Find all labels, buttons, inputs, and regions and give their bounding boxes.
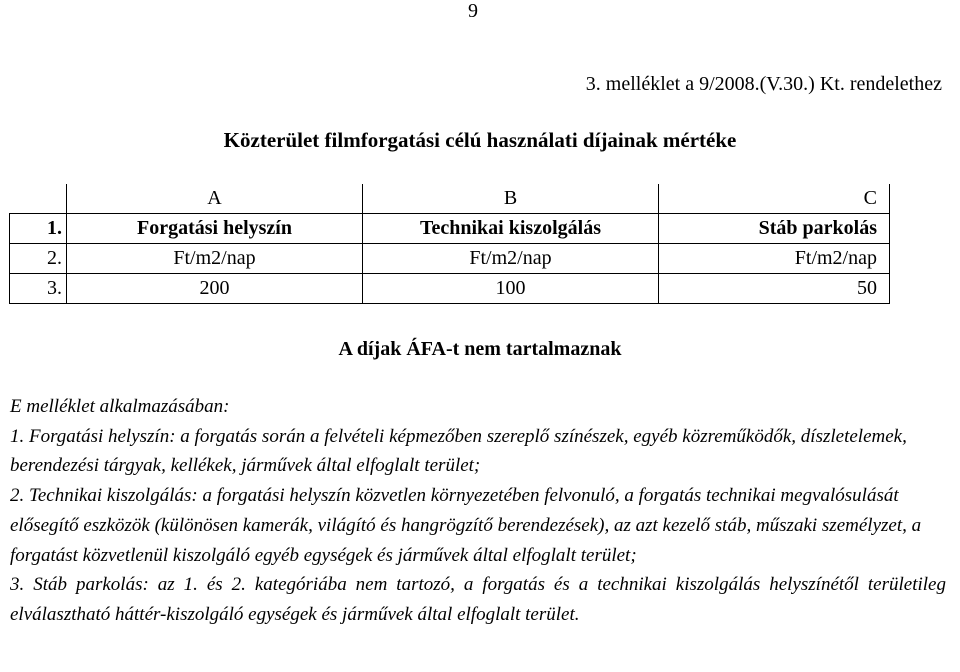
table-cell: Ft/m2/nap xyxy=(67,244,363,274)
table-cell: Ft/m2/nap xyxy=(659,244,890,274)
annex-reference: 3. melléklet a 9/2008.(V.30.) Kt. rendelethez xyxy=(585,73,942,95)
row-number: 1. xyxy=(10,214,67,244)
table-cell: Ft/m2/nap xyxy=(363,244,659,274)
definition-item: 2. Technikai kiszolgálás: a forgatási helyszín közvetlen környezetében felvonuló, a forgatás technikai megvalósulását elősegítő eszközök (különösen kamerák, világító és hangrögzítő berendezések), az azt kezelő stáb, műszaki személyzet, a forgatást közvetlenül kiszolgáló egyéb egységek és járművek által elfoglalt terület; xyxy=(10,485,922,566)
page-number: 9 xyxy=(468,0,478,22)
table-row xyxy=(10,244,890,274)
table-cell: 200 xyxy=(67,274,363,304)
table-corner-cell xyxy=(10,184,67,214)
table-header-row xyxy=(10,184,890,214)
row-number: 3. xyxy=(10,274,67,304)
table-cell: Stáb parkolás xyxy=(659,214,890,244)
column-header-b: B xyxy=(363,184,659,214)
document-title: Közterület filmforgatási célú használati díjainak mértéke xyxy=(223,128,737,152)
table-row xyxy=(10,274,890,304)
column-header-a: A xyxy=(67,184,363,214)
definitions-heading: E melléklet alkalmazásában: xyxy=(10,396,230,417)
table-cell: Technikai kiszolgálás xyxy=(363,214,659,244)
table-cell: 100 xyxy=(363,274,659,304)
fee-table xyxy=(9,184,890,304)
row-number: 2. xyxy=(10,244,67,274)
definition-item: 3. Stáb parkolás: az 1. és 2. kategóriába nem tartozó, a forgatás és a technikai kiszolgálás helyszínétől területileg elválasztható háttér-kiszolgáló egységek és járművek által elfoglalt terület. xyxy=(10,574,946,625)
column-header-c: C xyxy=(659,184,890,214)
table-cell: Forgatási helyszín xyxy=(67,214,363,244)
table-cell: 50 xyxy=(659,274,890,304)
definition-item: 1. Forgatási helyszín: a forgatás során a felvételi képmezőben szereplő színészek, egyéb közreműködők, díszletelemek, berendezési tárgyak, kellékek, járművek által elfoglalt terület; xyxy=(10,425,907,477)
definitions-section xyxy=(10,392,946,630)
vat-note: A díjak ÁFA-t nem tartalmaznak xyxy=(338,338,622,360)
table-row xyxy=(10,214,890,244)
